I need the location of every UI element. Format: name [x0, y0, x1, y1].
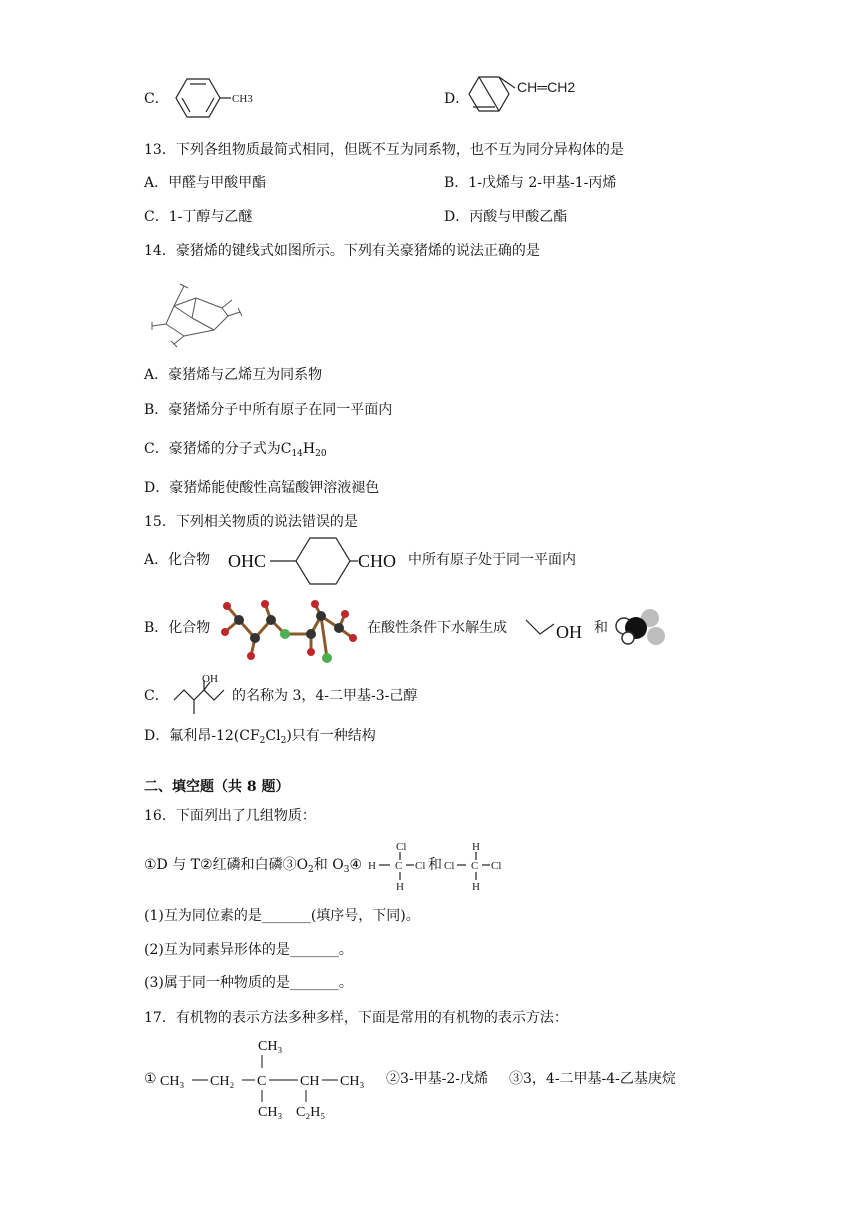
toluene-structure	[165, 74, 275, 124]
q14-option-d: D．豪猪烯能使酸性高锰酸钾溶液褪色	[144, 480, 380, 496]
ethanol-oh-text: OH	[556, 622, 582, 642]
s2-left: Cl	[444, 860, 455, 872]
cho-group-text: CHO	[358, 551, 397, 571]
q13-option-d: D．丙酸与甲酸乙酯	[444, 209, 568, 225]
q15-option-b-middle: 在酸性条件下水解生成	[367, 620, 507, 636]
q16-sub3: (3)属于同一种物质的是_______。	[144, 975, 353, 991]
ethanol-skeleton	[522, 610, 592, 646]
q15-option-a-suffix: 中所有原子处于同一平面内	[408, 552, 576, 568]
q16-items	[144, 855, 362, 880]
ball-stick-model	[215, 598, 365, 668]
q15-d-sub1: 2	[259, 736, 266, 746]
chain-ch: CH	[300, 1074, 320, 1089]
q15-option-d	[144, 726, 376, 751]
q16-item4: ④	[349, 857, 363, 873]
styrene-structure	[465, 70, 595, 120]
vinyl-group-text: CH═CH2	[517, 79, 576, 95]
s1-right: Cl	[415, 860, 426, 872]
q15-option-c-suffix: 的名称为 3，4-二甲基-3-己醇	[232, 688, 418, 704]
s1-bottom: H	[396, 881, 404, 893]
s1-left: H	[368, 860, 376, 872]
q12-option-c-label: C．	[144, 91, 169, 107]
section-2-title: 二、填空题（共 8 题）	[144, 779, 290, 795]
q14-formula-h-sub: 20	[315, 449, 327, 459]
q16-and-o3: 和 O	[313, 857, 344, 873]
q13-option-a: A．甲醛与甲酸甲酯	[144, 175, 267, 191]
s2-center: C	[471, 860, 479, 872]
q13-option-b: B．1-戊烯与 2-甲基-1-丙烯	[444, 175, 617, 191]
toluene-methyl-text: CH3	[232, 93, 253, 105]
dichloromethane-structure-1	[368, 838, 428, 892]
q17-stem: 17．有机物的表示方法多种多样，下面是常用的有机物的表示方法：	[144, 1010, 568, 1026]
dichloromethane-structure-2	[444, 838, 504, 892]
s1-center: C	[395, 860, 403, 872]
q16-and-word: 和	[428, 857, 442, 873]
q12-option-d-label: D．	[444, 91, 470, 107]
s2-bottom: H	[472, 881, 480, 893]
q16-sub1: (1)互为同位素的是_______(填序号，下同)。	[144, 908, 420, 924]
chain-ch2: CH₂	[210, 1074, 235, 1089]
q14-option-c	[144, 439, 327, 464]
s2-right: Cl	[491, 860, 502, 872]
q16-items-part1: ①D 与 T②红磷和白磷③O	[144, 857, 309, 873]
q15-d-mid: Cl	[265, 728, 281, 744]
chain-bottom-c2h5: C₂H₅	[296, 1105, 326, 1120]
q15-stem: 15．下列相关物质的说法错误的是	[144, 514, 358, 530]
chain-ch3-1: CH₃	[160, 1074, 185, 1089]
q15-d-sub2: 2	[280, 736, 287, 746]
q16-o2-sub: 2	[308, 865, 314, 875]
ohc-group-text: OHC	[228, 551, 267, 571]
q14-option-a: A．豪猪烯与乙烯互为同系物	[144, 367, 323, 383]
hexanol-skeleton	[170, 672, 232, 718]
q15-option-b-and: 和	[594, 620, 608, 636]
q15-option-b-prefix: B．化合物	[144, 620, 211, 636]
q16-o3-sub: 3	[343, 865, 350, 875]
hexanol-oh-text: OH	[202, 673, 218, 685]
porcupine-ene-skeleton	[144, 276, 254, 348]
q13-stem: 13．下列各组物质最简式相同，但既不互为同系物，也不互为同分异构体的是	[144, 142, 624, 158]
q16-stem: 16．下面列出了几组物质：	[144, 808, 316, 824]
cyclohexane-dialdehyde-structure	[226, 530, 416, 590]
q13-option-c: C．1-丁醇与乙醚	[144, 209, 253, 225]
q15-option-a-prefix: A．化合物	[144, 552, 211, 568]
q14-formula-h: H	[302, 441, 316, 457]
chain-top-ch3: CH₃	[258, 1039, 283, 1054]
q15-option-c-prefix: C．	[144, 688, 169, 704]
q16-sub2: (2)互为同素异形体的是_______。	[144, 942, 353, 958]
alkane-condensed-structure	[158, 1034, 382, 1124]
q14-option-b: B．豪猪烯分子中所有原子在同一平面内	[144, 402, 393, 418]
chain-ch3-end: CH₃	[340, 1074, 365, 1089]
q15-d-text: D．氟利昂-12(CF	[144, 728, 260, 744]
q17-item2: ②3-甲基-2-戊烯	[386, 1071, 489, 1087]
s2-top: H	[472, 841, 480, 853]
q15-d-end: )只有一种结构	[286, 728, 376, 744]
q17-item3: ③3，4-二甲基-4-乙基庚烷	[509, 1071, 676, 1087]
q14-option-c-prefix: C．豪猪烯的分子式为	[144, 441, 281, 457]
q17-item1-prefix: ①	[144, 1071, 157, 1087]
q14-formula-c-sub: 14	[291, 449, 303, 459]
q14-stem: 14．豪猪烯的键线式如图所示。下列有关豪猪烯的说法正确的是	[144, 243, 540, 259]
chain-c: C	[257, 1074, 267, 1089]
space-filling-model	[610, 604, 670, 650]
chain-bottom-ch3: CH₃	[258, 1105, 283, 1120]
q14-formula-c: C	[280, 441, 292, 457]
s1-top: Cl	[396, 841, 407, 853]
